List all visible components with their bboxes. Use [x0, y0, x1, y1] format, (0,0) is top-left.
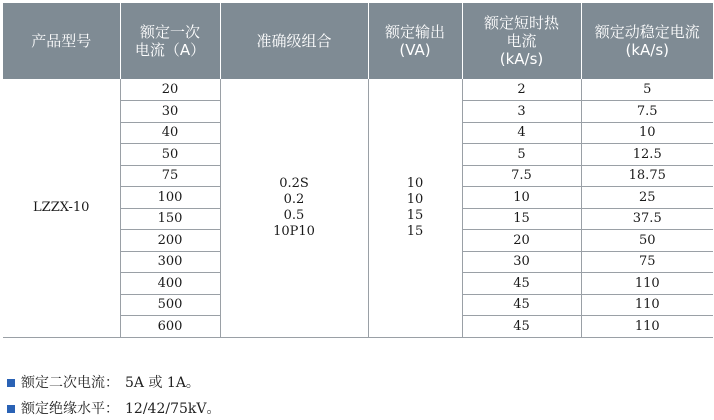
- dynamic-current-cell: 37.5: [581, 208, 713, 230]
- thermal-current-cell: 20: [462, 230, 581, 252]
- table-body: [3, 79, 713, 337]
- primary-current-cell: 400: [120, 273, 220, 295]
- dynamic-current-cell: 10: [581, 122, 713, 144]
- thermal-current-cell: 2: [462, 79, 581, 101]
- primary-current-cell: 500: [120, 294, 220, 316]
- header-primary-current: 额定一次 电流（A）: [120, 3, 220, 79]
- primary-current-cell: 75: [120, 165, 220, 187]
- dynamic-current-cell: 75: [581, 251, 713, 273]
- thermal-current-cell: 7.5: [462, 165, 581, 187]
- thermal-current-cell: 15: [462, 208, 581, 230]
- note-insulation-level: [7, 396, 220, 420]
- accuracy-class-value: 10P10: [273, 223, 315, 239]
- rated-output-cell: [368, 79, 462, 337]
- header-dynamic-current: 额定动稳定电流 (kA/s): [581, 3, 713, 79]
- thermal-current-cell: 5: [462, 144, 581, 166]
- dynamic-current-cell: 25: [581, 187, 713, 209]
- primary-current-cell: 30: [120, 101, 220, 123]
- primary-current-cell: 300: [120, 251, 220, 273]
- primary-current-cell: 100: [120, 187, 220, 209]
- primary-current-cell: 50: [120, 144, 220, 166]
- header-model: 产品型号: [3, 3, 120, 79]
- note-label: 额定绝缘水平：: [21, 401, 119, 417]
- accuracy-class-value: 0.2S: [279, 175, 309, 191]
- thermal-current-cell: 45: [462, 316, 581, 338]
- table-row: [3, 79, 713, 101]
- model-cell: LZZX-10: [3, 79, 120, 337]
- dynamic-current-cell: 110: [581, 294, 713, 316]
- header-accuracy-class: 准确级组合: [220, 3, 368, 79]
- square-bullet-icon: [7, 379, 15, 387]
- thermal-current-cell: 45: [462, 294, 581, 316]
- thermal-current-cell: 45: [462, 273, 581, 295]
- accuracy-class-value: 0.5: [283, 207, 305, 223]
- rated-output-value: 10: [406, 175, 424, 191]
- header-thermal-current: 额定短时热 电流 (kA/s): [462, 3, 581, 79]
- accuracy-class-value: 0.2: [283, 191, 305, 207]
- note-value: 12/42/75kV。: [125, 401, 221, 417]
- note-value: 5A 或 1A。: [125, 375, 200, 391]
- dynamic-current-cell: 110: [581, 273, 713, 295]
- spec-table: [3, 3, 713, 338]
- note-secondary-current: [7, 370, 220, 396]
- dynamic-current-cell: 7.5: [581, 101, 713, 123]
- dynamic-current-cell: 18.75: [581, 165, 713, 187]
- header-row: [3, 3, 713, 79]
- accuracy-class-cell: [220, 79, 368, 337]
- primary-current-cell: 600: [120, 316, 220, 338]
- dynamic-current-cell: 5: [581, 79, 713, 101]
- thermal-current-cell: 4: [462, 122, 581, 144]
- primary-current-cell: 20: [120, 79, 220, 101]
- note-label: 额定二次电流：: [21, 375, 119, 391]
- rated-output-value: 10: [406, 191, 424, 207]
- header-rated-output: 额定输出 (VA): [368, 3, 462, 79]
- thermal-current-cell: 3: [462, 101, 581, 123]
- notes: [7, 370, 220, 420]
- square-bullet-icon: [7, 405, 15, 413]
- rated-output-value: 15: [406, 223, 424, 239]
- thermal-current-cell: 30: [462, 251, 581, 273]
- primary-current-cell: 200: [120, 230, 220, 252]
- dynamic-current-cell: 110: [581, 316, 713, 338]
- primary-current-cell: 150: [120, 208, 220, 230]
- thermal-current-cell: 10: [462, 187, 581, 209]
- primary-current-cell: 40: [120, 122, 220, 144]
- dynamic-current-cell: 12.5: [581, 144, 713, 166]
- dynamic-current-cell: 50: [581, 230, 713, 252]
- rated-output-value: 15: [406, 207, 424, 223]
